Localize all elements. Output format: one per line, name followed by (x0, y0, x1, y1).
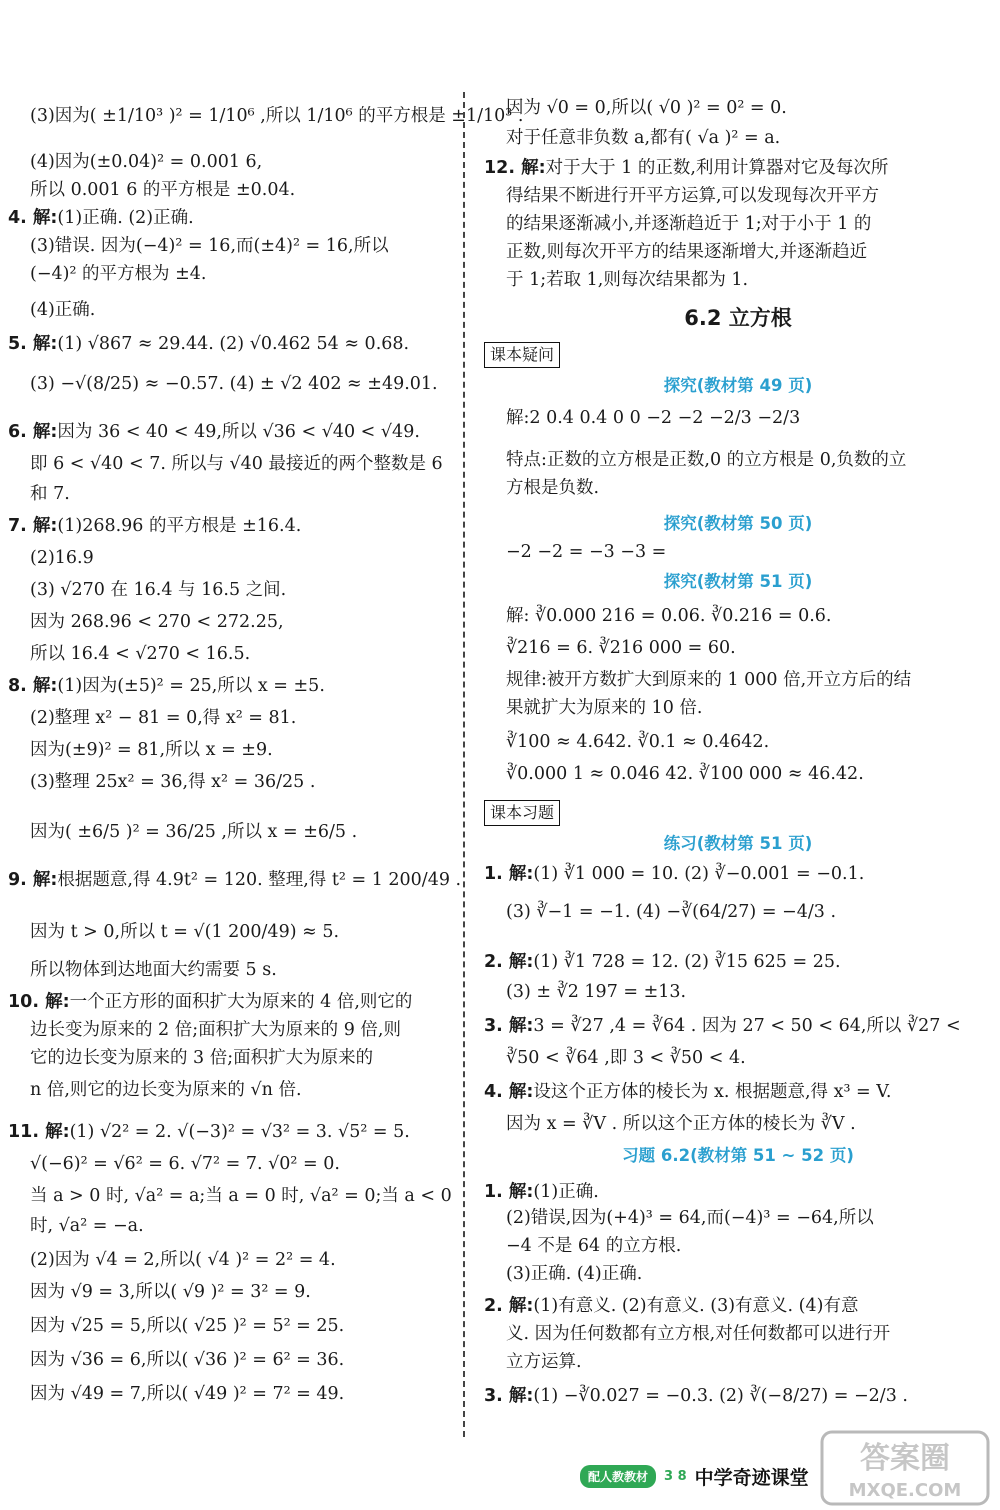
line-text: 果就扩大为原来的 10 倍. (506, 698, 703, 718)
column-divider (463, 92, 465, 1437)
solution-line (8, 868, 461, 892)
line-text: (1)因为(±5)² = 25,所以 x = ±5. (57, 676, 325, 696)
line-text: (3)因为( ±1/10³ )² = 1/10⁶ ,所以 1/10⁶ 的平方根是 ±1/10³ . (30, 106, 524, 126)
solution-line (506, 1262, 642, 1286)
solution-line (484, 862, 864, 886)
line-text: 因为 √0 = 0,所以( √0 )² = 0² = 0. (506, 98, 787, 118)
line-text: 规律:被开方数扩大到原来的 1 000 倍,开立方后的结 (506, 670, 912, 690)
line-text: (1)正确. (533, 1182, 599, 1202)
line-text: 边长变为原来的 2 倍;面积扩大为原来的 9 倍,则 (30, 1020, 401, 1040)
solution-line (30, 642, 250, 666)
line-text: (2)因为 √4 = 2,所以( √4 )² = 2² = 4. (30, 1250, 336, 1270)
line-text: (2)错误,因为(+4)³ = 64,而(−4)³ = −64,所以 (506, 1208, 874, 1228)
solution-line (30, 610, 284, 634)
watermark-logo (820, 1430, 990, 1506)
solution-line (30, 1214, 144, 1238)
problem-number: 12. 解: (484, 158, 546, 178)
line-text: 得结果不断进行开平方运算,可以发现每次开平方 (506, 186, 880, 206)
line-text: (1)有意义. (2)有意义. (3)有意义. (4)有意 (533, 1296, 859, 1316)
solution-line (506, 212, 871, 236)
subsection-heading: 习题 6.2(教材第 51 ~ 52 页) (622, 1146, 854, 1165)
solution-line (8, 990, 412, 1014)
problem-number: 3. 解: (484, 1386, 534, 1406)
line-text: −4 不是 64 的立方根. (506, 1236, 682, 1256)
problem-number: 2. 解: (484, 952, 534, 972)
problem-number: 4. 解: (484, 1082, 534, 1102)
problem-number: 2. 解: (484, 1296, 534, 1316)
solution-line (30, 1280, 311, 1304)
line-text: 所以物体到达地面大约需要 5 s. (30, 960, 277, 980)
solution-line (30, 1018, 401, 1042)
solution-line (506, 980, 686, 1004)
solution-line (8, 420, 420, 444)
line-text: (4)正确. (30, 300, 96, 320)
line-text: (1)正确. (2)正确. (57, 208, 194, 228)
line-text: (1) −∛0.027 = −0.3. (2) ∛(−8/27) = −2/3 . (533, 1386, 908, 1406)
svg-text:MXQE.COM: MXQE.COM (848, 1480, 962, 1501)
solution-line (30, 178, 295, 202)
solution-line (484, 1180, 599, 1204)
solution-line (30, 578, 286, 602)
line-text: 因为 √9 = 3,所以( √9 )² = 3² = 9. (30, 1282, 311, 1302)
line-text: −2 −2 = −3 −3 = (506, 542, 667, 562)
solution-line (506, 240, 867, 264)
solution-line (30, 920, 339, 944)
line-text: (4)因为(±0.04)² = 0.001 6, (30, 152, 263, 172)
problem-number: 9. 解: (8, 870, 58, 890)
line-text: 和 7. (30, 484, 70, 504)
line-text: 因为 36 < 40 < 49,所以 √36 < √40 < √49. (57, 422, 420, 442)
solution-line (506, 668, 911, 692)
solution-line (484, 1384, 908, 1408)
solution-line (8, 206, 194, 230)
subsection-heading: 练习(教材第 51 页) (663, 834, 813, 853)
page-footer (580, 1458, 809, 1494)
solution-line (30, 738, 273, 762)
solution-line (506, 1234, 681, 1258)
line-text: 因为 √49 = 7,所以( √49 )² = 7² = 49. (30, 1384, 345, 1404)
solution-line (30, 706, 296, 730)
solution-line (30, 234, 389, 258)
solution-line (506, 448, 906, 472)
line-text: (3)正确. (4)正确. (506, 1264, 643, 1284)
line-text: n 倍,则它的边长变为原来的 √n 倍. (30, 1080, 302, 1100)
solution-line (30, 546, 94, 570)
solution-line (506, 96, 787, 120)
solution-line (30, 770, 315, 794)
line-text: 因为 x = ∛V . 所以这个正方体的棱长为 ∛V . (506, 1114, 856, 1134)
line-text: 所以 0.001 6 的平方根是 ±0.04. (30, 180, 296, 200)
line-text: (3) −√(8/25) ≈ −0.57. (4) ± √2 402 ≈ ±49.01. (30, 374, 438, 394)
solution-line (30, 1314, 344, 1338)
line-text: 即 6 < √40 < 7. 所以与 √40 最接近的两个整数是 6 (30, 454, 443, 474)
line-text: 因为(±9)² = 81,所以 x = ±9. (30, 740, 273, 760)
line-text: 解: ∛0.000 216 = 0.06. ∛0.216 = 0.6. (506, 606, 832, 626)
solution-line (30, 1152, 340, 1176)
solution-line (30, 104, 523, 128)
solution-line (506, 476, 599, 500)
solution-line (506, 126, 780, 150)
line-text: 因为 √25 = 5,所以( √25 )² = 5² = 25. (30, 1316, 345, 1336)
line-text: 所以 16.4 < √270 < 16.5. (30, 644, 251, 664)
solution-line (506, 268, 748, 292)
solution-line (30, 372, 438, 396)
solution-line (30, 820, 357, 844)
solution-line (30, 1348, 344, 1372)
line-text: 3 = ∛27 ,4 = ∛64 . 因为 27 < 50 < 64,所以 ∛27 < (533, 1016, 961, 1036)
solution-line (484, 950, 841, 974)
solution-line (30, 262, 206, 286)
line-text: 义. 因为任何数都有立方根,对任何数都可以进行开 (506, 1324, 891, 1344)
section-box-label: 课本疑问 (484, 342, 560, 368)
problem-number: 11. 解: (8, 1122, 70, 1142)
line-text: 因为 268.96 < 270 < 272.25, (30, 612, 284, 632)
solution-line (8, 1120, 410, 1144)
solution-line (506, 540, 666, 564)
problem-number: 5. 解: (8, 334, 58, 354)
solution-line (484, 156, 888, 180)
section-title: 6.2 立方根 (684, 306, 792, 330)
line-text: (3) ∛−1 = −1. (4) −∛(64/27) = −4/3 . (506, 902, 837, 922)
line-text: 的结果逐渐减小,并逐渐趋近于 1;对于小于 1 的 (506, 214, 872, 234)
solution-line (506, 696, 702, 720)
solution-line (484, 1294, 858, 1318)
problem-number: 7. 解: (8, 516, 58, 536)
solution-line (30, 1046, 373, 1070)
line-text: 对于大于 1 的正数,利用计算器对它及每次所 (545, 158, 889, 178)
section-box-label: 课本习题 (484, 800, 560, 826)
line-text: (3) ± ∛2 197 = ±13. (506, 982, 687, 1002)
problem-number: 10. 解: (8, 992, 70, 1012)
solution-line (506, 406, 800, 430)
solution-line (30, 1248, 336, 1272)
solution-line (506, 636, 736, 660)
solution-line (8, 332, 409, 356)
solution-line (30, 150, 262, 174)
line-text: 时, √a² = −a. (30, 1216, 144, 1236)
line-text: 解:2 0.4 0.4 0 0 −2 −2 −2/3 −2/3 (506, 408, 801, 428)
problem-number: 1. 解: (484, 864, 534, 884)
solution-line (506, 1350, 582, 1374)
solution-line (30, 1078, 302, 1102)
line-text: ∛0.000 1 ≈ 0.046 42. ∛100 000 ≈ 46.42. (506, 764, 864, 784)
line-text: 特点:正数的立方根是正数,0 的立方根是 0,负数的立 (506, 450, 907, 470)
line-text: 对于任意非负数 a,都有( √a )² = a. (506, 128, 781, 148)
solution-line (30, 958, 277, 982)
line-text: 因为 √36 = 6,所以( √36 )² = 6² = 36. (30, 1350, 345, 1370)
line-text: 立方运算. (506, 1352, 582, 1372)
problem-number: 8. 解: (8, 676, 58, 696)
solution-line (506, 1112, 856, 1136)
subsection-heading: 探究(教材第 49 页) (663, 376, 813, 395)
footer-badge: 配人教教材 (580, 1465, 656, 1488)
line-text: (1)268.96 的平方根是 ±16.4. (57, 516, 302, 536)
line-text: √(−6)² = √6² = 6. √7² = 7. √0² = 0. (30, 1154, 340, 1174)
solution-line (484, 1080, 891, 1104)
problem-number: 4. 解: (8, 208, 58, 228)
solution-line (506, 762, 864, 786)
solution-line (30, 452, 443, 476)
solution-line (506, 1322, 890, 1346)
line-text: (3)整理 25x² = 36,得 x² = 36/25 . (30, 772, 316, 792)
solution-line (484, 1014, 961, 1038)
line-text: (3)错误. 因为(−4)² = 16,而(±4)² = 16,所以 (30, 236, 389, 256)
line-text: ∛50 < ∛64 ,即 3 < ∛50 < 4. (506, 1048, 746, 1068)
solution-line (506, 900, 836, 924)
problem-number: 1. 解: (484, 1182, 534, 1202)
solution-line (506, 604, 832, 628)
solution-line (30, 482, 70, 506)
line-text: (−4)² 的平方根为 ±4. (30, 264, 207, 284)
line-text: (1) √2² = 2. √(−3)² = √3² = 3. √5² = 5. (69, 1122, 410, 1142)
line-text: (3) √270 在 16.4 与 16.5 之间. (30, 580, 287, 600)
solution-line (8, 514, 301, 538)
line-text: 它的边长变为原来的 3 倍;面积扩大为原来的 (30, 1048, 374, 1068)
footer-mark: 3 8 (664, 1468, 687, 1484)
line-text: (2)16.9 (30, 548, 94, 568)
solution-line (30, 1184, 452, 1208)
problem-number: 6. 解: (8, 422, 58, 442)
line-text: ∛100 ≈ 4.642. ∛0.1 ≈ 0.4642. (506, 732, 770, 752)
line-text: 正数,则每次开平方的结果逐渐增大,并逐渐趋近 (506, 242, 868, 262)
subsection-heading: 探究(教材第 51 页) (663, 572, 813, 591)
solution-line (506, 1206, 874, 1230)
line-text: 设这个正方体的棱长为 x. 根据题意,得 x³ = V. (533, 1082, 892, 1102)
solution-line (506, 184, 879, 208)
line-text: (1) ∛1 000 = 10. (2) ∛−0.001 = −0.1. (533, 864, 865, 884)
line-text: 方根是负数. (506, 478, 600, 498)
line-text: 当 a > 0 时, √a² = a;当 a = 0 时, √a² = 0;当 a < 0 (30, 1186, 452, 1206)
line-text: (1) ∛1 728 = 12. (2) ∛15 625 = 25. (533, 952, 841, 972)
solution-line (506, 730, 769, 754)
footer-brand: 中学奇迹课堂 (694, 1466, 809, 1489)
solution-line (30, 1382, 344, 1406)
line-text: ∛216 = 6. ∛216 000 = 60. (506, 638, 736, 658)
problem-number: 3. 解: (484, 1016, 534, 1036)
line-text: 因为( ±6/5 )² = 36/25 ,所以 x = ±6/5 . (30, 822, 358, 842)
svg-text:答案圈: 答案圈 (860, 1441, 950, 1476)
line-text: 根据题意,得 4.9t² = 120. 整理,得 t² = 1 200/49 . (57, 870, 462, 890)
subsection-heading: 探究(教材第 50 页) (663, 514, 813, 533)
solution-line (30, 298, 95, 322)
line-text: 于 1;若取 1,则每次结果都为 1. (506, 270, 749, 290)
line-text: (1) √867 ≈ 29.44. (2) √0.462 54 ≈ 0.68. (57, 334, 410, 354)
solution-line (8, 674, 325, 698)
line-text: 因为 t > 0,所以 t = √(1 200/49) ≈ 5. (30, 922, 340, 942)
line-text: (2)整理 x² − 81 = 0,得 x² = 81. (30, 708, 297, 728)
line-text: 一个正方形的面积扩大为原来的 4 倍,则它的 (69, 992, 413, 1012)
solution-line (506, 1046, 746, 1070)
